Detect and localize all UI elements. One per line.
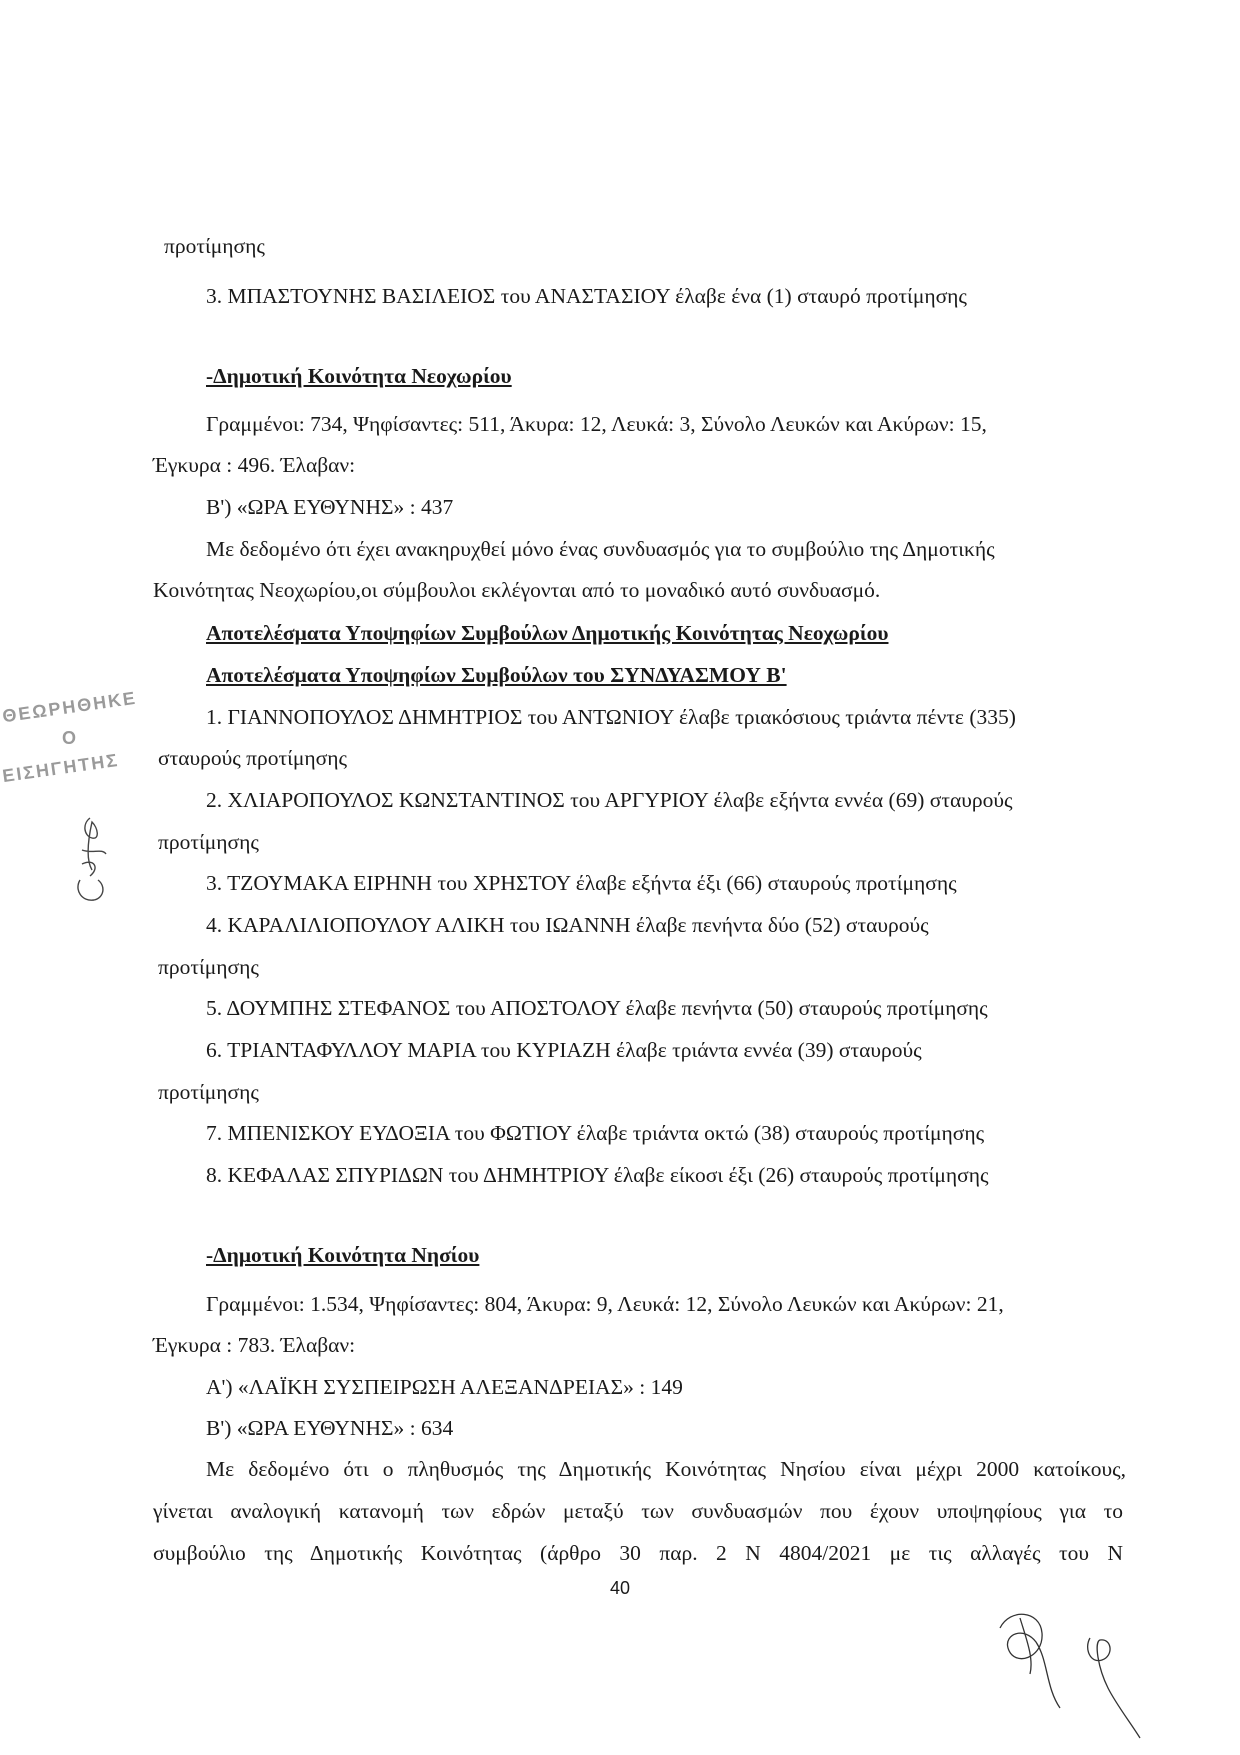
section-heading-neochori: -Δημοτική Κοινότητα Νεοχωρίου [206,364,512,388]
party-result: Β') «ΩΡΑ ΕΥΘΥΝΗΣ» : 437 [206,495,454,519]
paragraph-line: Με δεδομένο ότι ο πληθυσμός της Δημοτικής Κοινότητας Νησίου είναι μέχρι 2000 κατοίκους, [206,1457,1126,1481]
margin-signature-icon [62,810,122,905]
results-line: Έγκυρα : 783. Έλαβαν: [153,1333,356,1357]
paragraph-line: Με δεδομένο ότι έχει ανακηρυχθεί μόνο ένας συνδυασμός για το συμβούλιο της Δημοτικής [206,537,995,561]
party-result: Β') «ΩΡΑ ΕΥΘΥΝΗΣ» : 634 [206,1416,454,1440]
paragraph-line: γίνεται αναλογική κατανομή των εδρών μεταξύ των συνδυασμών που έχουν υποψηφίους για το [153,1499,1123,1523]
results-line: Έγκυρα : 496. Έλαβαν: [153,453,356,477]
candidate-line: 3. ΜΠΑΣΤΟΥΝΗΣ ΒΑΣΙΛΕΙΟΣ του ΑΝΑΣΤΑΣΙΟΥ έλαβε ένα (1) σταυρό προτίμησης [206,284,967,308]
page-number: 40 [609,1578,631,1598]
candidate-line: 2. ΧΛΙΑΡΟΠΟΥΛΟΣ ΚΩΝΣΤΑΝΤΙΝΟΣ του ΑΡΓΥΡΙΟΥ έλαβε εξήντα εννέα (69) σταυρούς [206,788,1013,812]
text-line: προτίμησης [164,234,265,258]
candidate-line: προτίμησης [158,830,259,854]
party-result: Α') «ΛΑΪΚΗ ΣΥΣΠΕΙΡΩΣΗ ΑΛΕΞΑΝΔΡΕΙΑΣ» : 149 [206,1375,683,1399]
candidate-line: 7. ΜΠΕΝΙΣΚΟΥ ΕΥΔΟΞΙΑ του ΦΩΤΙΟΥ έλαβε τριάντα οκτώ (38) σταυρούς προτίμησης [206,1121,985,1145]
candidate-line: 6. ΤΡΙΑΝΤΑΦΥΛΛΟΥ ΜΑΡΙΑ του ΚΥΡΙΑΖΗ έλαβε τριάντα εννέα (39) σταυρούς [206,1038,922,1062]
stamp-line: ΘΕΩΡΗΘΗΚΕ [1,687,139,727]
results-line: Γραμμένοι: 1.534, Ψηφίσαντες: 804, Άκυρα: 9, Λευκά: 12, Σύνολο Λευκών και Ακύρων: 21, [206,1292,1004,1316]
candidate-line: προτίμησης [158,955,259,979]
section-heading-nisi: -Δημοτική Κοινότητα Νησίου [206,1243,480,1267]
candidate-line: προτίμησης [158,1080,259,1104]
paragraph-line: συμβούλιο της Δημοτικής Κοινότητας (άρθρο 30 παρ. 2 Ν 4804/2021 με τις αλλαγές του Ν [153,1541,1123,1565]
page-initials-signature-icon [990,1598,1170,1748]
candidate-line: 5. ΔΟΥΜΠΗΣ ΣΤΕΦΑΝΟΣ του ΑΠΟΣΤΟΛΟΥ έλαβε πενήντα (50) σταυρούς προτίμησης [206,996,988,1020]
subheading-results: Αποτελέσματα Υποψηφίων Συμβούλων Δημοτικής Κοινότητας Νεοχωρίου [206,621,889,645]
results-line: Γραμμένοι: 734, Ψηφίσαντες: 511, Άκυρα: 12, Λευκά: 3, Σύνολο Λευκών και Ακύρων: 15, [206,412,987,436]
candidate-line: 1. ΓΙΑΝΝΟΠΟΥΛΟΣ ΔΗΜΗΤΡΙΟΣ του ΑΝΤΩΝΙΟΥ έλαβε τριακόσιους τριάντα πέντε (335) [206,705,1016,729]
stamp-line: ΕΙΣΗΓΗΤΗΣ [1,749,121,787]
stamp-line: Ο [62,728,79,748]
candidate-line: 3. ΤΖΟΥΜΑΚΑ ΕΙΡΗΝΗ του ΧΡΗΣΤΟΥ έλαβε εξήντα έξι (66) σταυρούς προτίμησης [206,871,957,895]
candidate-line: 8. ΚΕΦΑΛΑΣ ΣΠΥΡΙΔΩΝ του ΔΗΜΗΤΡΙΟΥ έλαβε είκοσι έξι (26) σταυρούς προτίμησης [206,1163,989,1187]
candidate-line: σταυρούς προτίμησης [158,746,348,770]
subheading-combination: Αποτελέσματα Υποψηφίων Συμβούλων του ΣΥΝΔΥΑΣΜΟΥ Β' [206,663,787,687]
paragraph-line: Κοινότητας Νεοχωρίου,οι σύμβουλοι εκλέγονται από το μοναδικό αυτό συνδυασμό. [153,578,881,602]
candidate-line: 4. ΚΑΡΑΛΙΛΙΟΠΟΥΛΟΥ ΑΛΙΚΗ του ΙΩΑΝΝΗ έλαβε πενήντα δύο (52) σταυρούς [206,913,929,937]
